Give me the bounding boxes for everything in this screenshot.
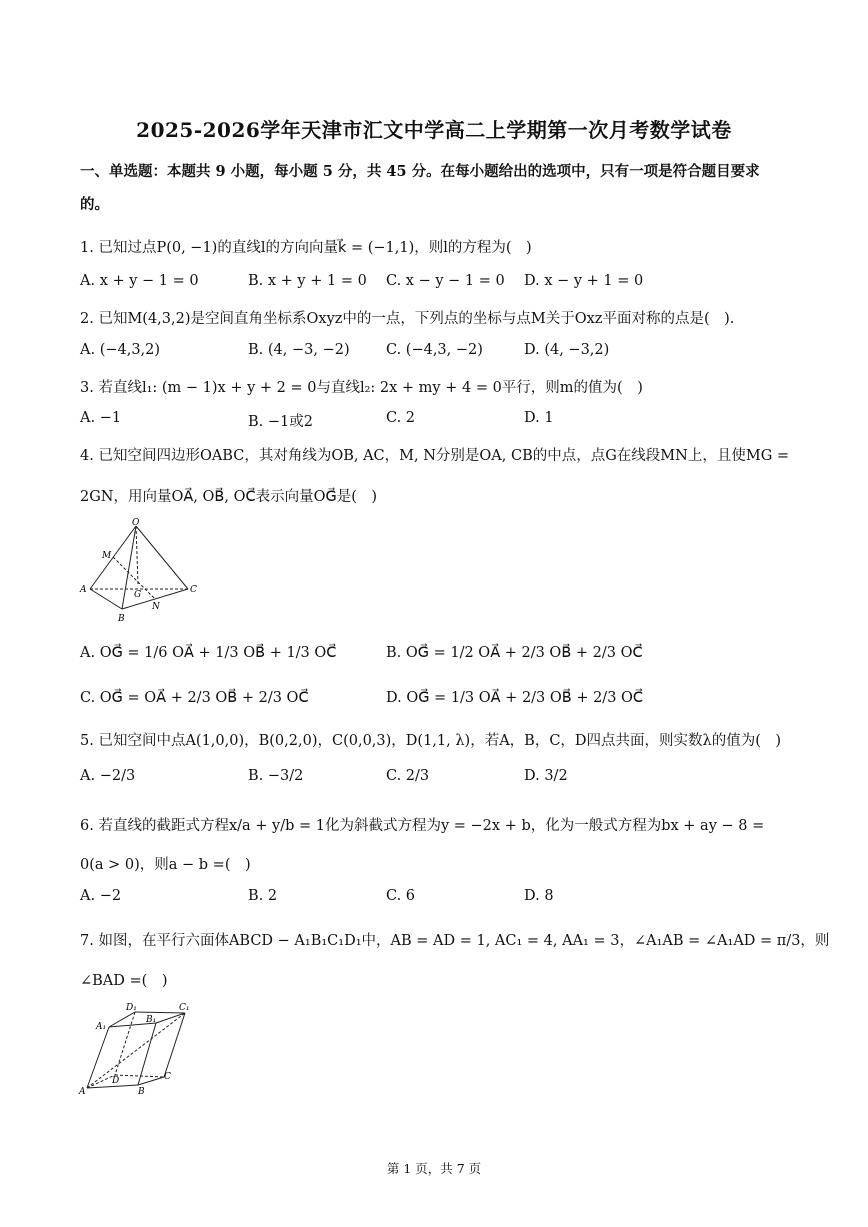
q6-option-c: C. 6 [386,888,416,904]
question-7-stem: 7. 如图，在平行六面体ABCD − A₁B₁C₁D₁中，AB = AD = 1, AC₁ = 4, AA₁ = 3，∠A₁AB = ∠A₁AD = π/3，则 [80,933,830,949]
figure-label-c: C [190,585,197,595]
q2-option-a: A. (−4,3,2) [80,342,161,358]
question-4-stem: 4. 已知空间四边形OABC，其对角线为OB, AC，M, N分别是OA, CB的中点，点G在线段MN上，且使MG = [80,448,790,464]
q2-option-d: D. (4, −3,2) [524,342,610,358]
question-7-stem-cont: ∠BAD =( ) [80,973,168,989]
figure-label-b1: B₁ [146,1015,157,1025]
question-6-stem-cont: 0(a > 0)，则a − b =( ) [80,857,251,873]
q6-option-d: D. 8 [524,888,554,904]
q5-option-b: B. −3/2 [248,768,304,784]
q1-option-d: D. x − y + 1 = 0 [524,273,644,289]
q3-option-b: B. −1或2 [248,414,313,430]
q4-option-b: B. OG⃗ = 1/2 OA⃗ + 2/3 OB⃗ + 2/3 OC⃗ [386,645,643,661]
q1-option-c: C. x − y − 1 = 0 [386,273,505,289]
figure-label-g: G [134,590,142,600]
figure-label-d: D [112,1076,120,1086]
figure-label-n: N [152,602,160,612]
page-title: 2025-2026学年天津市汇文中学高二上学期第一次月考数学试卷 [136,118,732,142]
q5-option-c: C. 2/3 [386,768,430,784]
q3-option-a: A. −1 [80,410,122,426]
figure-label-d1: D₁ [126,1003,137,1013]
question-1-stem: 1. 已知过点P(0, −1)的直线l的方向向量k⃗ = (−1,1)，则l的方程为( ) [80,240,532,256]
figure-label-c1: C₁ [179,1003,190,1013]
q4-option-d: D. OG⃗ = 1/3 OA⃗ + 2/3 OB⃗ + 2/3 OC⃗ [386,690,644,706]
q2-option-b: B. (4, −3, −2) [248,342,350,358]
q3-option-d: D. 1 [524,410,554,426]
question-6-stem: 6. 若直线的截距式方程x/a + y/b = 1化为斜截式方程为y = −2x + b，化为一般式方程为bx + ay − 8 = [80,818,765,834]
figure-label-o: O [132,518,140,528]
tetrahedron-figure [76,516,201,626]
q4-option-a: A. OG⃗ = 1/6 OA⃗ + 1/3 OB⃗ + 1/3 OC⃗ [80,645,337,661]
q3-option-c: C. 2 [386,410,416,426]
figure-label-b: B [138,1087,145,1097]
question-4-stem-cont: 2GN，用向量OA⃗, OB⃗, OC⃗表示向量OG⃗是( ) [80,489,378,505]
q1-option-a: A. x + y − 1 = 0 [80,273,199,289]
page-footer: 第 1 页，共 7 页 [386,1161,482,1176]
parallelepiped-figure [76,1000,201,1098]
section-heading-cont: 的。 [80,196,109,213]
figure-label-m: M [102,551,112,561]
question-2-stem: 2. 已知M(4,3,2)是空间直角坐标系Oxyz中的一点，下列点的坐标与点M关于Oxz平面对称的点是( ). [80,311,735,327]
figure-label-c: C [164,1072,171,1082]
figure-label-a: A [80,585,87,595]
q5-option-a: A. −2/3 [80,768,136,784]
q6-option-a: A. −2 [80,888,122,904]
section-heading: 一、单选题：本题共 9 小题，每小题 5 分，共 45 分。在每小题给出的选项中，只有一项是符合题目要求 [80,163,760,180]
q1-option-b: B. x + y + 1 = 0 [248,273,367,289]
q6-option-b: B. 2 [248,888,278,904]
q4-option-c: C. OG⃗ = OA⃗ + 2/3 OB⃗ + 2/3 OC⃗ [80,690,309,706]
q5-option-d: D. 3/2 [524,768,568,784]
q2-option-c: C. (−4,3, −2) [386,342,483,358]
question-5-stem: 5. 已知空间中点A(1,0,0)，B(0,2,0)，C(0,0,3)，D(1,1, λ)，若A，B，C，D四点共面，则实数λ的值为( ) [80,733,782,749]
figure-label-a1: A₁ [96,1022,107,1032]
figure-label-b: B [118,614,125,624]
figure-label-a: A [79,1087,86,1097]
question-3-stem: 3. 若直线l₁: (m − 1)x + y + 2 = 0与直线l₂: 2x + my + 4 = 0平行，则m的值为( ) [80,380,643,396]
